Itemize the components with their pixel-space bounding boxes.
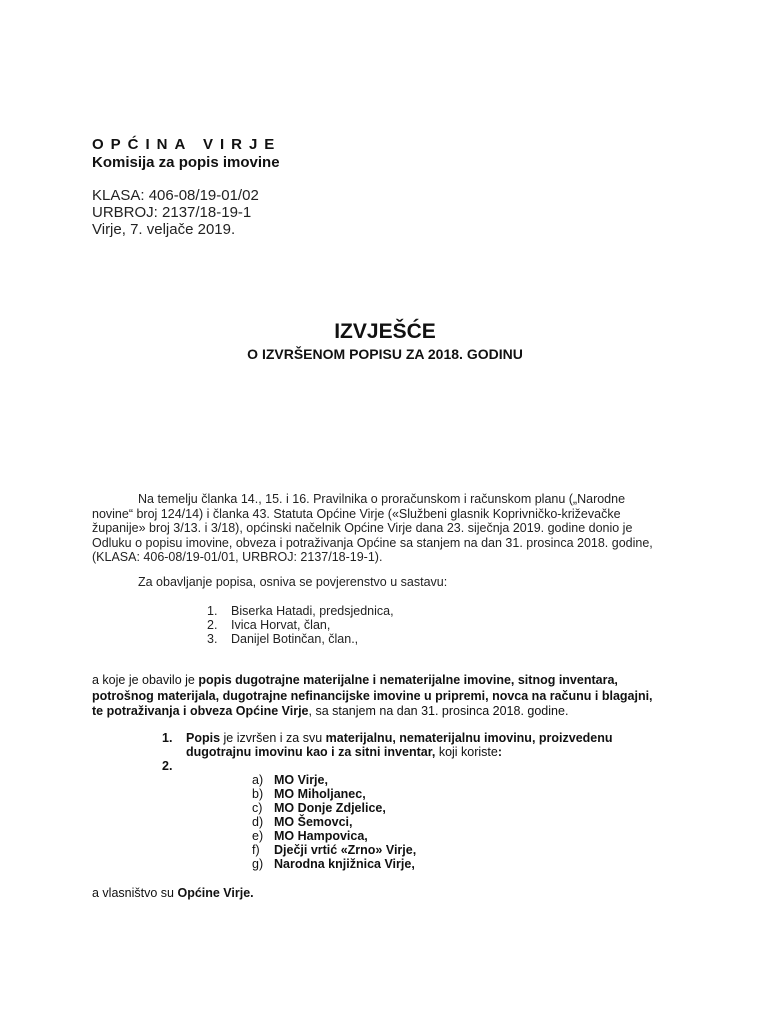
intro-line: Na temelju članka 14., 15. i 16. Pravilnika o proračunskom i računskom planu („Narodne bbox=[138, 492, 626, 506]
user-item: b) MO Miholjanec, bbox=[252, 787, 366, 801]
municipality-heading: OPĆINA VIRJE bbox=[92, 136, 282, 153]
klasa-line: KLASA: 406-08/19-01/02 bbox=[92, 187, 259, 204]
commission-member: 3. Danijel Botinčan, član., bbox=[207, 632, 359, 646]
commission-member: 2. Ivica Horvat, član, bbox=[207, 618, 331, 632]
scope-line-1: a koje je obavilo je popis dugotrajne materijalne i nematerijalne imovine, sitnog inventara, bbox=[92, 673, 618, 687]
intro-line: novine“ broj 124/14) i članka 43. Statuta Općine Virje («Službeni glasnik Koprivničko-križevačke bbox=[92, 506, 621, 521]
user-item: c) MO Donje Zdjelice, bbox=[252, 801, 386, 815]
user-item: e) MO Hampovica, bbox=[252, 829, 368, 843]
document-subtitle: O IZVRŠENOM POPISU ZA 2018. GODINU bbox=[247, 346, 523, 362]
intro-line: županije» broj 3/13. i 3/18), općinski načelnik Općine Virje dana 23. siječnja 2019. godine donio je bbox=[92, 521, 633, 535]
point-1: 1. Popis je izvršen i za svu materijalnu, nematerijalnu imovinu, proizvedenu bbox=[162, 731, 613, 745]
place-date-line: Virje, 7. veljače 2019. bbox=[92, 221, 236, 238]
intro-paragraph bbox=[92, 492, 682, 565]
intro-line: (KLASA: 406-08/19-01/01, URBROJ: 2137/18-19-1). bbox=[92, 550, 383, 564]
user-item: a) MO Virje, bbox=[252, 773, 328, 787]
user-item: g) Narodna knjižnica Virje, bbox=[252, 857, 415, 871]
point-2: 2. bbox=[162, 759, 173, 773]
user-item: d) MO Šemovci, bbox=[252, 815, 353, 829]
ownership-line: a vlasništvo su Općine Virje. bbox=[92, 886, 254, 900]
point-1-continued: dugotrajnu imovinu kao i za sitni inventar, koji koriste: bbox=[186, 745, 503, 759]
intro-line: Odluku o popisu imovine, obveza i potraživanja Općine sa stanjem na dan 31. prosinca 2018. godine, bbox=[92, 535, 653, 550]
committee-heading: Komisija za popis imovine bbox=[92, 154, 280, 171]
urbroj-line: URBROJ: 2137/18-19-1 bbox=[92, 204, 252, 221]
user-item: f) Dječji vrtić «Zrno» Virje, bbox=[252, 843, 417, 857]
scope-line-2: potrošnog materijala, dugotrajne nefinancijske imovine u pripremi, novca na računu i blagajni, bbox=[92, 689, 653, 703]
commission-member: 1. Biserka Hatadi, predsjednica, bbox=[207, 604, 394, 618]
scope-line-3: te potraživanja i obveza Općine Virje, sa stanjem na dan 31. prosinca 2018. godine. bbox=[92, 704, 569, 718]
commission-intro: Za obavljanje popisa, osniva se povjerenstvo u sastavu: bbox=[138, 575, 448, 589]
document-title: IZVJEŠĆE bbox=[334, 320, 436, 343]
